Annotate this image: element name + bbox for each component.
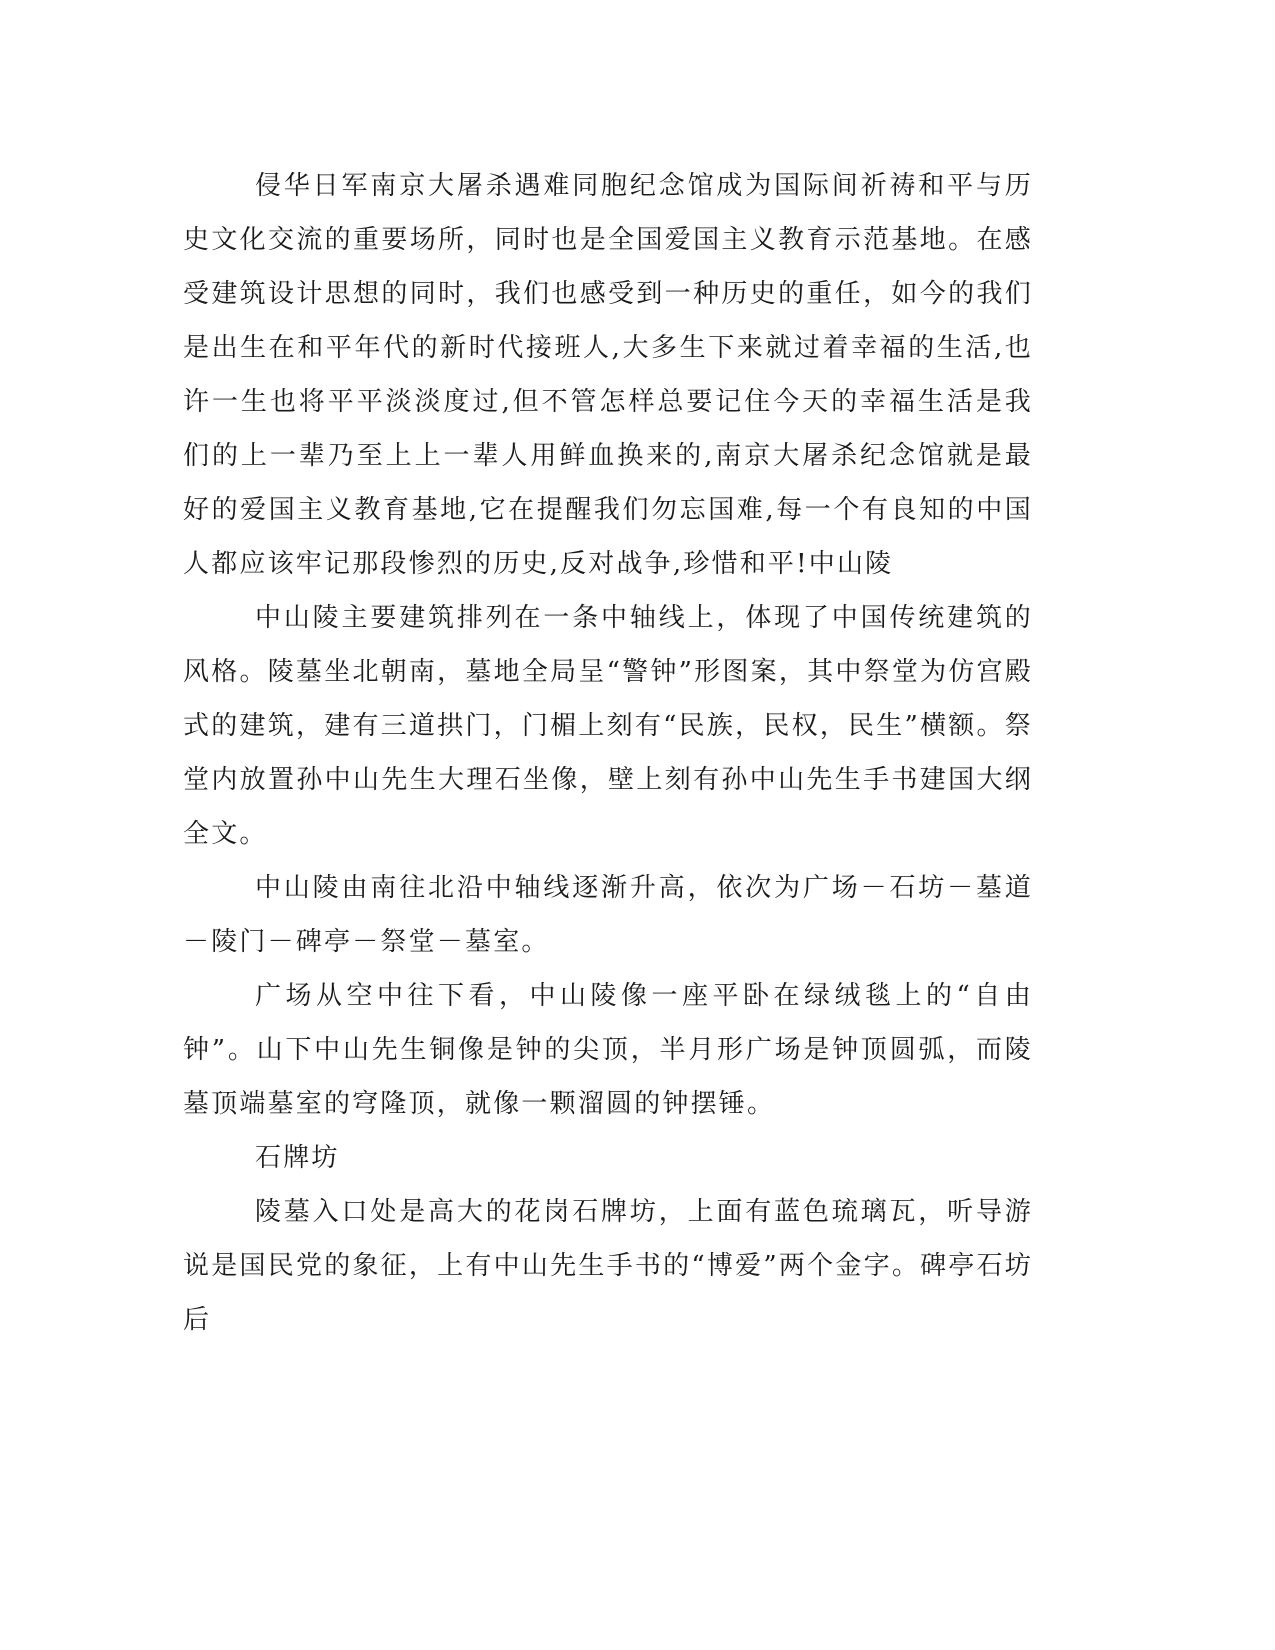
paragraph-square: 广场从空中往下看，中山陵像一座平卧在绿绒毯上的“自由钟”。山下中山先生铜像是钟的尖顶，半月形广场是钟顶圆弧，而陵墓顶端墓室的穹隆顶，就像一颗溜圆的钟摆锤。 [183,981,1033,1119]
paragraph-zhongshan-layout: 中山陵主要建筑排列在一条中轴线上，体现了中国传统建筑的风格。陵墓坐北朝南，墓地全局呈“警钟”形图案，其中祭堂为仿宫殿式的建筑，建有三道拱门，门楣上刻有“民族，民权，民生”横额。祭堂内放置孙中山先生大理石坐像，壁上刻有孙中山先生手书建国大纲全文。 [183,603,1033,849]
paragraph-memorial-hall: 侵华日军南京大屠杀遇难同胞纪念馆成为国际间祈祷和平与历史文化交流的重要场所，同时也是全国爱国主义教育示范基地。在感受建筑设计思想的同时，我们也感受到一种历史的重任，如今的我们是出生在和平年代的新时代接班人,大多生下来就过着幸福的生活,也许一生也将平平淡淡度过,但不管怎样总要记住今天的幸福生活是我们的上一辈乃至上上一辈人用鲜血换来的,南京大屠杀纪念馆就是最好的爱国主义教育基地,它在提醒我们勿忘国难,每一个有良知的中国人都应该牢记那段惨烈的历史,反对战争,珍惜和平!中山陵 [183,171,1033,579]
paragraph-axis-sequence: 中山陵由南往北沿中轴线逐渐升高，依次为广场－石坊－墓道－陵门－碑亭－祭堂－墓室。 [183,873,1033,957]
document-body [183,159,1033,1347]
paragraph-stone-archway: 陵墓入口处是高大的花岗石牌坊，上面有蓝色琉璃瓦，听导游说是国民党的象征，上有中山先生手书的“博爱”两个金字。碑亭石坊后 [183,1197,1033,1335]
section-heading-stone-archway: 石牌坊 [255,1143,340,1173]
